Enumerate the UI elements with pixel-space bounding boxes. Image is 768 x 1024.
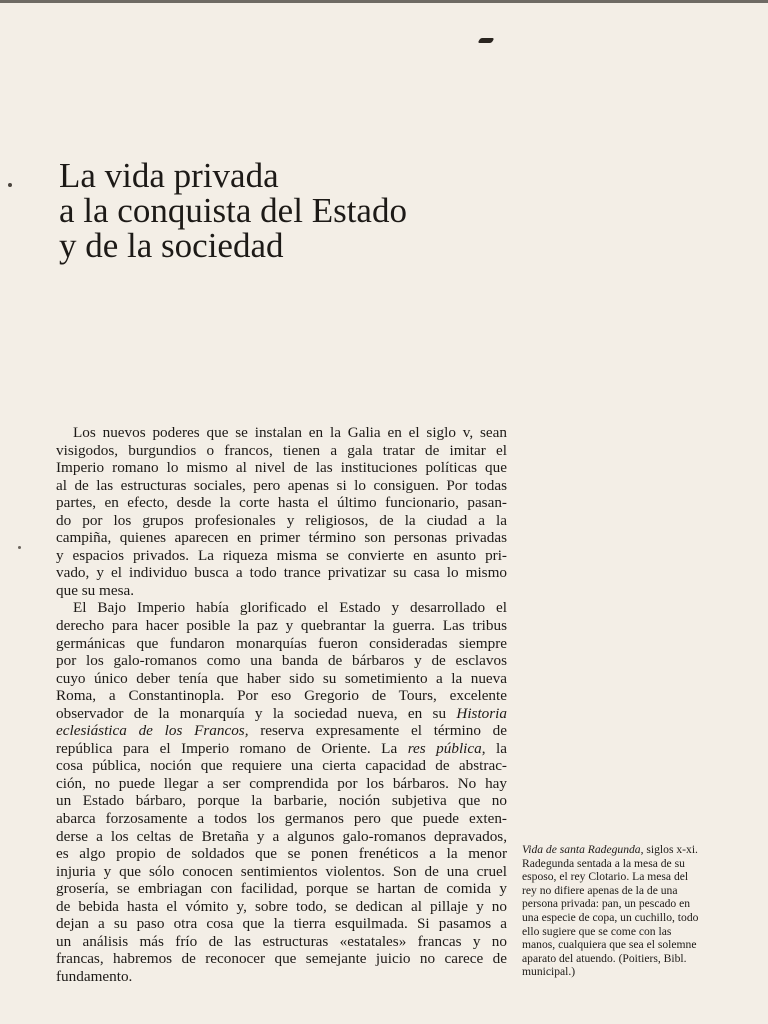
body-text [56,424,507,986]
text-line: visigodos, burgundios o francos, tienen a gala tratar de imitar el [56,441,507,459]
latin-term: res pública [407,739,482,757]
caption-line: manos, cualquiera que sea el solemne [522,938,697,952]
caption-line [522,843,734,857]
text-line: partes, en efecto, desde la corte hasta el último funcionario, pasan- [56,494,507,512]
paragraph [56,424,507,599]
text-run: , la [481,739,507,757]
text-line: cuyo único deber tenía que haber sido su sometimiento a la nueva [56,669,507,687]
text-line: abarca forzosamente a todos los germanos pero que puede exten- [56,810,507,828]
ink-dot [18,546,21,549]
text-line: campiña, quienes aparecen en primer término son personas privadas [56,529,507,547]
text-line: fundamento. [56,967,133,985]
book-title: eclesiástica de los Francos, [56,722,249,740]
caption-line: ello sugiere que se come con las [522,924,672,938]
caption-line: aparato del atuendo. (Poitiers, Bibl. [522,951,687,965]
title-line: La vida privada [59,156,279,195]
text-line: un análisis más frío de las estructuras «estatales» francas y no [56,932,507,950]
ink-dot [8,183,12,187]
text-line [56,722,507,740]
text-run: república para el Imperio romano de Oriente. La [56,739,408,757]
text-line: y espacios privados. La riqueza misma se convierte en asunto pri- [56,546,507,564]
text-line: por los galo-romanos como una banda de bárbaros y de esclavos [56,652,507,670]
text-line: grosería, se embriagan con facilidad, porque se hartan de comida y [56,880,507,898]
text-line: un Estado bárbaro, porque la barbarie, noción subjetiva que no [56,792,507,810]
image-caption [522,843,734,979]
text-run: reserva expresamente el término de [248,722,507,740]
text-line: injuria y que sólo conocen sentimientos violentos. Son de una cruel [56,862,507,880]
paragraph [56,599,507,985]
text-line: Imperio romano lo mismo al nivel de las instituciones políticas que [56,459,507,477]
caption-line: persona privada: pan, un pescado en [522,897,691,911]
text-run: observador de la monarquía y la sociedad nueva, en su [56,704,457,722]
text-line: de bebida hasta el vómito y, sobre todo, se dedican al pillaje y no [56,897,507,915]
page-top-edge [0,0,768,3]
text-line: es algo propio de soldados que se ponen frenéticos a la menor [56,845,507,863]
text-line: derse a los celtas de Bretaña y a algunos galo-romanos depravados, [56,827,507,845]
text-line: francas, habremos de reconocer que semejante juicio no carece de [56,950,507,968]
text-line: que su mesa. [56,581,135,599]
chapter-title [59,158,519,263]
caption-line: una especie de copa, un cuchillo, todo [522,910,699,924]
text-line: Roma, a Constantinopla. Por eso Gregorio de Tours, excelente [56,687,507,705]
text-line: derecho para hacer posible la paz y quebrantar la guerra. Las tribus [56,617,507,635]
caption-line: Radegunda sentada a la mesa de su [522,856,685,870]
ink-mark [478,38,495,43]
text-line: cosa pública, noción que requiere una cierta capacidad de abstrac- [56,757,507,775]
text-line [56,740,507,758]
text-line: do por los grupos profesionales y religiosos, de la ciudad a la [56,511,507,529]
text-line: al de las estructuras sociales, pero apenas si lo consiguen. Por todas [56,476,507,494]
caption-line: municipal.) [522,965,576,979]
text-line: ción, no puede llegar a ser comprendida por los bárbaros. No hay [56,774,507,792]
text-run: , siglos x-xi. [640,843,698,856]
title-line: y de la sociedad [59,226,284,265]
caption-line: rey no difiere apenas de la de una [522,883,678,897]
text-line: El Bajo Imperio había glorificado el Estado y desarrollado el [73,599,507,617]
text-line: dejan a su paso otra cosa que la tierra esquilmada. Si pasamos a [56,915,507,933]
title-line: a la conquista del Estado [59,191,407,230]
text-line [56,705,507,723]
text-line: Los nuevos poderes que se instalan en la Galia en el siglo v, sean [73,424,507,441]
text-line: germánicas que fundaron monarquías fueron consideradas siempre [56,634,507,652]
text-line: vado, y el individuo busca a todo trance privatizar su casa lo mismo [56,564,507,582]
manuscript-title: Vida de santa Radegunda [522,843,641,856]
caption-line: esposo, el rey Clotario. La mesa del [522,870,689,884]
book-title: Historia [456,704,507,722]
